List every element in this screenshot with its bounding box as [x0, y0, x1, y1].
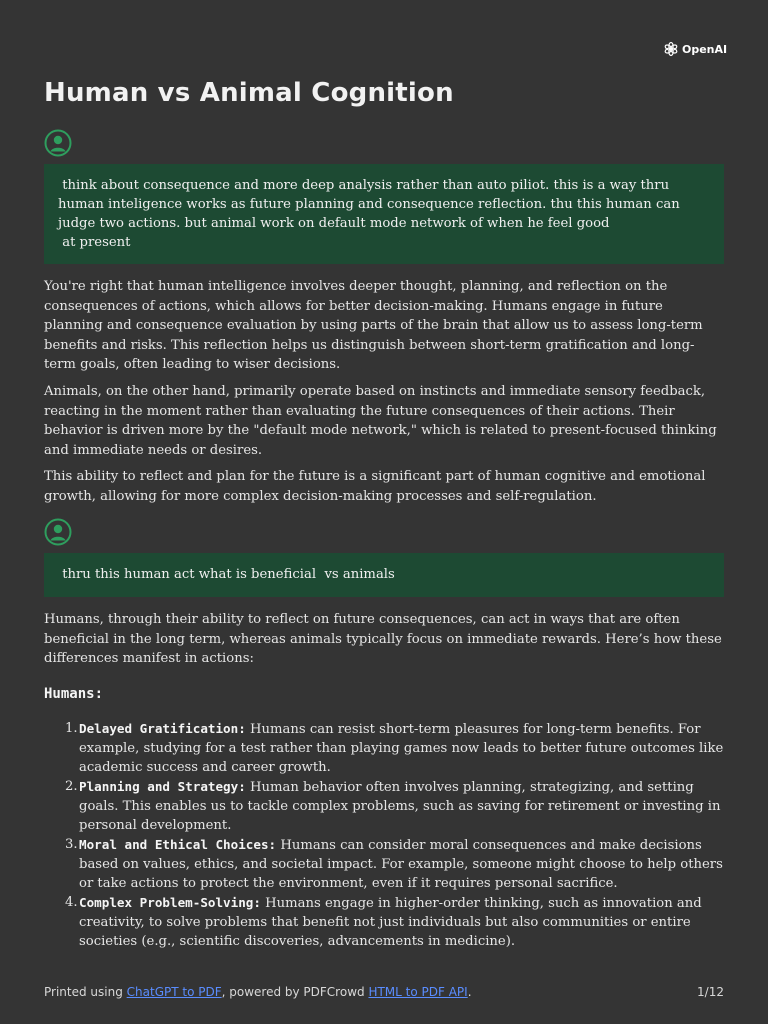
answer-2-intro: Humans, through their ability to reflect on future consequences, can act in ways that are often beneficial in the long term, whereas animals typically focus on immediate rewards. Here’s how these differences manifest in actions:: [44, 612, 722, 667]
brand-name: OpenAI: [682, 42, 728, 56]
openai-brand: [663, 41, 727, 57]
list-item-term: Planning and Strategy:: [79, 779, 246, 794]
page-title: Human vs Animal Cognition: [44, 78, 454, 108]
list-item: [44, 835, 724, 893]
page-number: 1/12: [697, 985, 724, 999]
footer-middle: , powered by PDFCrowd: [221, 985, 369, 999]
list-item-term: Complex Problem-Solving:: [79, 895, 261, 910]
list-item-text: Human behavior often involves planning, strategizing, and setting goals. This enables us to tackle complex problems, such as saving for retirement or investing in personal development.: [79, 780, 721, 833]
user-avatar-icon: [44, 129, 72, 157]
chatgpt-to-pdf-link[interactable]: ChatGPT to PDF: [126, 985, 222, 999]
footer-prefix: Printed using: [44, 985, 127, 999]
html-to-pdf-api-link[interactable]: HTML to PDF API: [368, 985, 468, 999]
list-item-number: 4.: [65, 895, 78, 910]
answer-1-paragraph-1: You're right that human intelligence involves deeper thought, planning, and reflection on the consequences of actions, which allows for better decision-making. Humans engage in future planning and consequence evaluation by using parts of the brain that allow us to assess long-term benefits and risks. This reflection helps us distinguish between short-term gratification and long-term goals, often leading to wiser decisions.: [44, 279, 703, 373]
list-item-text: Humans can resist short-term pleasures for long-term benefits. For example, studying for a test rather than playing games now leads to better future outcomes like academic success and career growth.: [79, 722, 724, 775]
humans-list: [44, 719, 724, 951]
user-message-1: think about consequence and more deep analysis rather than auto piliot. this is a way thru human inteligence works as future planning and consequence reflection. thu this human can judge two actions. but animal work on default mode network of when he feel good at present: [44, 164, 724, 264]
answer-1-paragraph-3: This ability to reflect and plan for the future is a significant part of human cognitive and emotional growth, allowing for more complex decision-making processes and self-regulation.: [44, 469, 706, 504]
section-heading-humans: Humans:: [44, 686, 104, 702]
print-footer: [44, 985, 724, 999]
list-item-term: Moral and Ethical Choices:: [79, 837, 277, 852]
user-message-2: thru this human act what is beneficial vs animals: [44, 553, 724, 597]
list-item-number: 1.: [65, 721, 78, 736]
list-item: [44, 893, 724, 951]
list-item-text: Humans can consider moral consequences and make decisions based on values, ethics, and societal impact. For example, someone might choose to help others or take actions to protect the environment, even if it requires personal sacrifice.: [79, 838, 723, 891]
list-item-number: 3.: [65, 837, 78, 852]
openai-logo-icon: [663, 41, 679, 57]
list-item-term: Delayed Gratification:: [79, 721, 246, 736]
list-item-number: 2.: [65, 779, 78, 794]
list-item: [44, 719, 724, 777]
list-item-text: Humans engage in higher-order thinking, such as innovation and creativity, to solve problems that benefit not just individuals but also communities or entire societies (e.g., scientific discoveries, advancements in medicine).: [79, 896, 702, 949]
user-avatar-icon: [44, 518, 72, 546]
list-item: [44, 777, 724, 835]
answer-1-paragraph-2: Animals, on the other hand, primarily operate based on instincts and immediate sensory feedback, reacting in the moment rather than evaluating the future consequences of their actions. Their behavior is driven more by the "default mode network," which is related to present-focused thinking and immediate needs or desires.: [44, 384, 717, 458]
footer-suffix: .: [467, 985, 472, 999]
